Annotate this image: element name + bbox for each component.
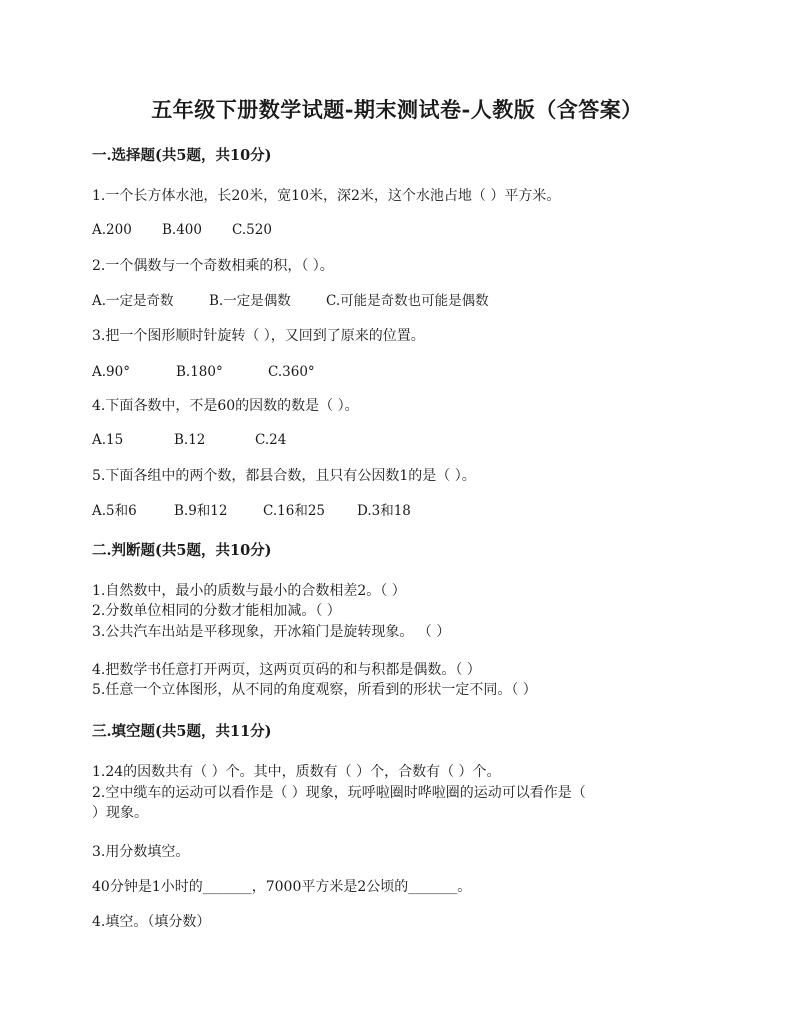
option-c: C.520 [232,222,272,238]
fill-question-3-detail: 40分钟是1小时的_______，7000平方米是2公顷的_______。 [92,879,472,895]
option-b: B.180° [176,364,223,380]
judge-question-1: 1.自然数中，最小的质数与最小的合数相差2。（ ） [92,583,406,599]
judge-question-5: 5.任意一个立体图形，从不同的角度观察，所看到的形状一定不同。（ ） [92,682,537,698]
option-b: B.9和12 [174,503,228,519]
choice-question-4: 4.下面各数中，不是60的因数的数是（ ）。 [92,398,359,414]
section-heading-judge: 二.判断题(共5题，共10分) [92,542,272,559]
section-heading-choice: 一.选择题(共5题，共10分) [92,147,272,164]
choice-question-2: 2.一个偶数与一个奇数相乘的积，（ ）。 [92,258,334,274]
fill-question-2-line-1: 2.空中缆车的运动可以看作是（ ）现象，玩呼啦圈时哗啦圈的运动可以看作是（ [92,785,586,801]
option-c: C.24 [255,432,287,448]
option-d: D.3和18 [357,503,411,519]
fill-question-2-line-2: ）现象。 [92,805,148,821]
judge-question-2: 2.分数单位相同的分数才能相加减。（ ） [92,603,341,619]
choice-question-3: 3.把一个图形顺时针旋转（ ），又回到了原来的位置。 [92,328,425,344]
option-a: A.200 [92,222,132,238]
choice-question-5: 5.下面各组中的两个数，都县合数，且只有公因数1的是（ ）。 [92,468,476,484]
option-a: A.5和6 [92,503,137,519]
option-c: C.16和25 [263,503,325,519]
section-heading-fill: 三.填空题(共5题，共11分) [92,723,272,740]
fill-question-4: 4.填空。（填分数） [92,914,211,930]
option-b: B.12 [174,432,206,448]
option-b: B.一定是偶数 [209,293,291,309]
judge-question-4: 4.把数学书任意打开两页，这两页页码的和与积都是偶数。（ ） [92,662,481,678]
fill-question-3: 3.用分数填空。 [92,844,190,860]
fill-question-1: 1.24的因数共有（ ）个。其中，质数有（ ）个，合数有（ ）个。 [92,764,501,780]
option-a: A.15 [92,432,124,448]
judge-question-3: 3.公共汽车出站是平移现象，开冰箱门是旋转现象。 （ ） [92,624,451,640]
option-c: C.360° [268,364,315,380]
option-b: B.400 [162,222,202,238]
page-title: 五年级下册数学试题-期末测试卷-人教版（含答案） [151,97,643,122]
option-a: A.一定是奇数 [92,293,174,309]
choice-question-1: 1.一个长方体水池，长20米，宽10米，深2米，这个水池占地（ ）平方米。 [92,188,561,204]
option-a: A.90° [92,364,130,380]
option-c: C.可能是奇数也可能是偶数 [326,293,489,309]
